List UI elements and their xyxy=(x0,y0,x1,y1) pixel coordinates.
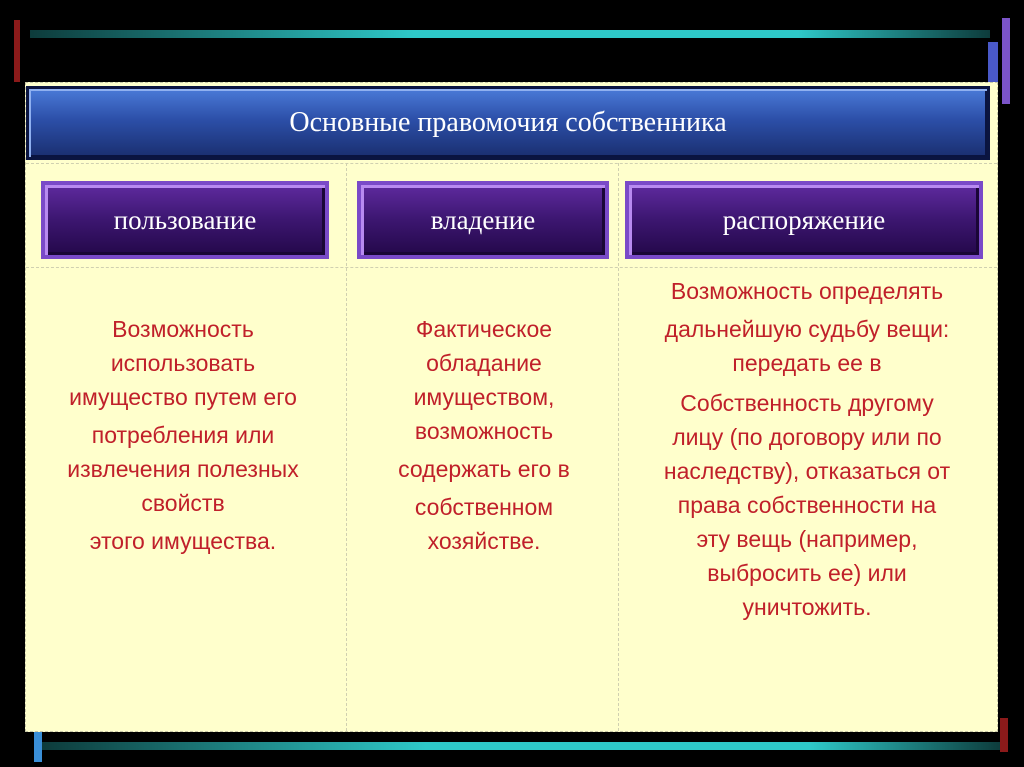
text-line: содержать его в xyxy=(398,456,570,482)
text-line: потребления или xyxy=(91,422,275,448)
row-divider xyxy=(26,163,997,164)
text-line: извлечения полезных xyxy=(67,456,299,482)
column-header-usage xyxy=(41,181,329,259)
decorative-right-bar-purple xyxy=(1002,18,1010,104)
text-line: права собственности на xyxy=(677,492,937,518)
text-line: дальнейшую судьбу вещи: xyxy=(664,316,950,342)
text-line: выбросить ее) или xyxy=(707,560,907,586)
text-line: использовать xyxy=(110,350,256,376)
text-line: Возможность определять xyxy=(670,278,944,304)
decorative-left-bar xyxy=(14,20,20,82)
text-line: Возможность xyxy=(112,316,254,342)
text-line: Фактическое xyxy=(415,316,553,342)
column-text-disposal xyxy=(622,274,992,624)
row-divider xyxy=(26,267,997,268)
column-header-label: пользование xyxy=(113,204,257,235)
text-line: наследству), отказаться от xyxy=(663,458,951,484)
column-divider xyxy=(346,163,347,731)
slide-title-bar xyxy=(26,86,990,160)
decorative-bottom-line xyxy=(42,742,1002,750)
column-header-disposal xyxy=(625,181,983,259)
text-line: имуществом, xyxy=(413,384,555,410)
slide-title: Основные правомочия собственника xyxy=(289,107,727,138)
text-line: собственном xyxy=(414,494,554,520)
text-line: свойств xyxy=(141,490,225,516)
text-line: лицу (по договору или по xyxy=(672,424,942,450)
column-divider xyxy=(618,163,619,731)
column-header-label: распоряжение xyxy=(722,204,886,235)
decorative-bottom-left-bar xyxy=(34,732,42,762)
text-line: уничтожить. xyxy=(742,594,872,620)
text-line: эту вещь (например, xyxy=(696,526,918,552)
decorative-top-line xyxy=(30,30,990,38)
text-line: передать ее в xyxy=(732,350,882,376)
text-line: хозяйстве. xyxy=(427,528,541,554)
text-line: обладание xyxy=(426,350,542,376)
decorative-bottom-right-bar xyxy=(1000,718,1008,752)
text-line: этого имущества. xyxy=(89,528,277,554)
text-line: Собственность другому xyxy=(680,390,934,416)
text-line: имущество путем его xyxy=(69,384,297,410)
column-text-possession xyxy=(350,312,618,558)
column-header-possession xyxy=(357,181,609,259)
text-line: возможность xyxy=(414,418,554,444)
column-text-usage xyxy=(30,312,336,558)
column-header-label: владение xyxy=(430,204,536,235)
